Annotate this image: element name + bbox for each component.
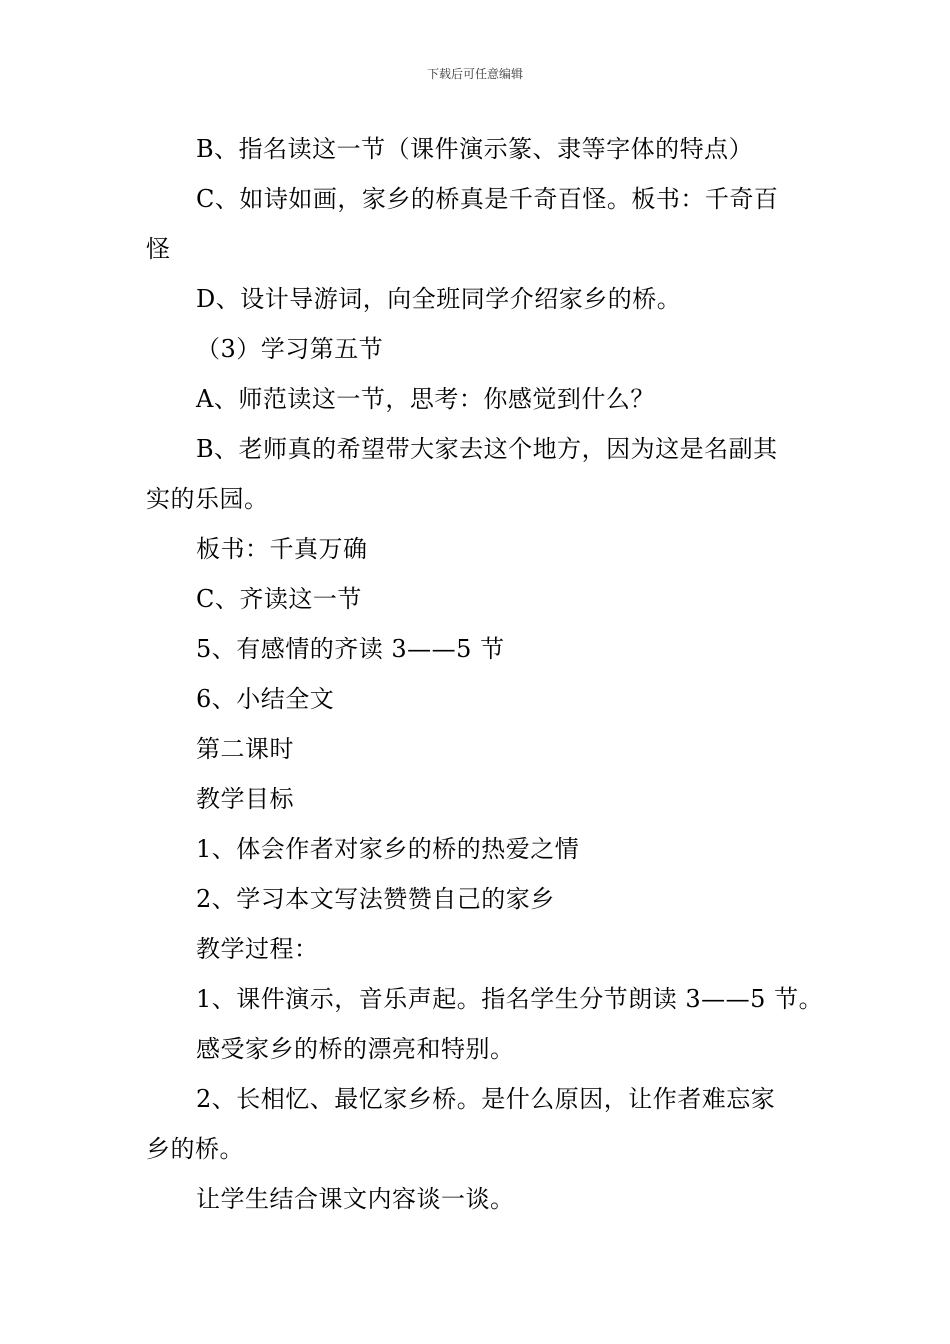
text-line: 乡的桥。 bbox=[146, 1135, 244, 1163]
section-heading: 第二课时 bbox=[196, 735, 294, 763]
text-line: 让学生结合课文内容谈一谈。 bbox=[196, 1185, 515, 1213]
text-line: 感受家乡的桥的漂亮和特别。 bbox=[196, 1035, 515, 1063]
text-line: 板书：千真万确 bbox=[196, 535, 368, 563]
text-line: 1、课件演示，音乐声起。指名学生分节朗读 3——5 节。 bbox=[196, 985, 824, 1013]
text-line: A、师范读这一节，思考：你感觉到什么？ bbox=[196, 385, 655, 413]
text-line: C、齐读这一节 bbox=[196, 585, 362, 613]
text-line: C、如诗如画，家乡的桥真是千奇百怪。板书：千奇百 bbox=[196, 185, 779, 213]
text-line: （3）学习第五节 bbox=[196, 335, 384, 363]
text-line: 怪 bbox=[146, 235, 171, 263]
text-line: B、指名读这一节（课件演示篆、隶等字体的特点） bbox=[196, 135, 754, 163]
text-line: B、老师真的希望带大家去这个地方，因为这是名副其 bbox=[196, 435, 778, 463]
text-line: 6、小结全文 bbox=[196, 685, 335, 713]
page-header: 下载后可任意编辑 bbox=[426, 67, 523, 81]
text-line: 1、体会作者对家乡的桥的热爱之情 bbox=[196, 835, 580, 863]
text-line: 2、学习本文写法赞赞自己的家乡 bbox=[196, 885, 555, 913]
text-line: 5、有感情的齐读 3——5 节 bbox=[196, 635, 505, 663]
text-line: 实的乐园。 bbox=[146, 485, 269, 513]
section-heading: 教学过程： bbox=[196, 935, 319, 963]
text-line: D、设计导游词，向全班同学介绍家乡的桥。 bbox=[196, 285, 682, 313]
section-heading: 教学目标 bbox=[196, 785, 294, 813]
text-line: 2、长相忆、最忆家乡桥。是什么原因，让作者难忘家 bbox=[196, 1085, 776, 1113]
